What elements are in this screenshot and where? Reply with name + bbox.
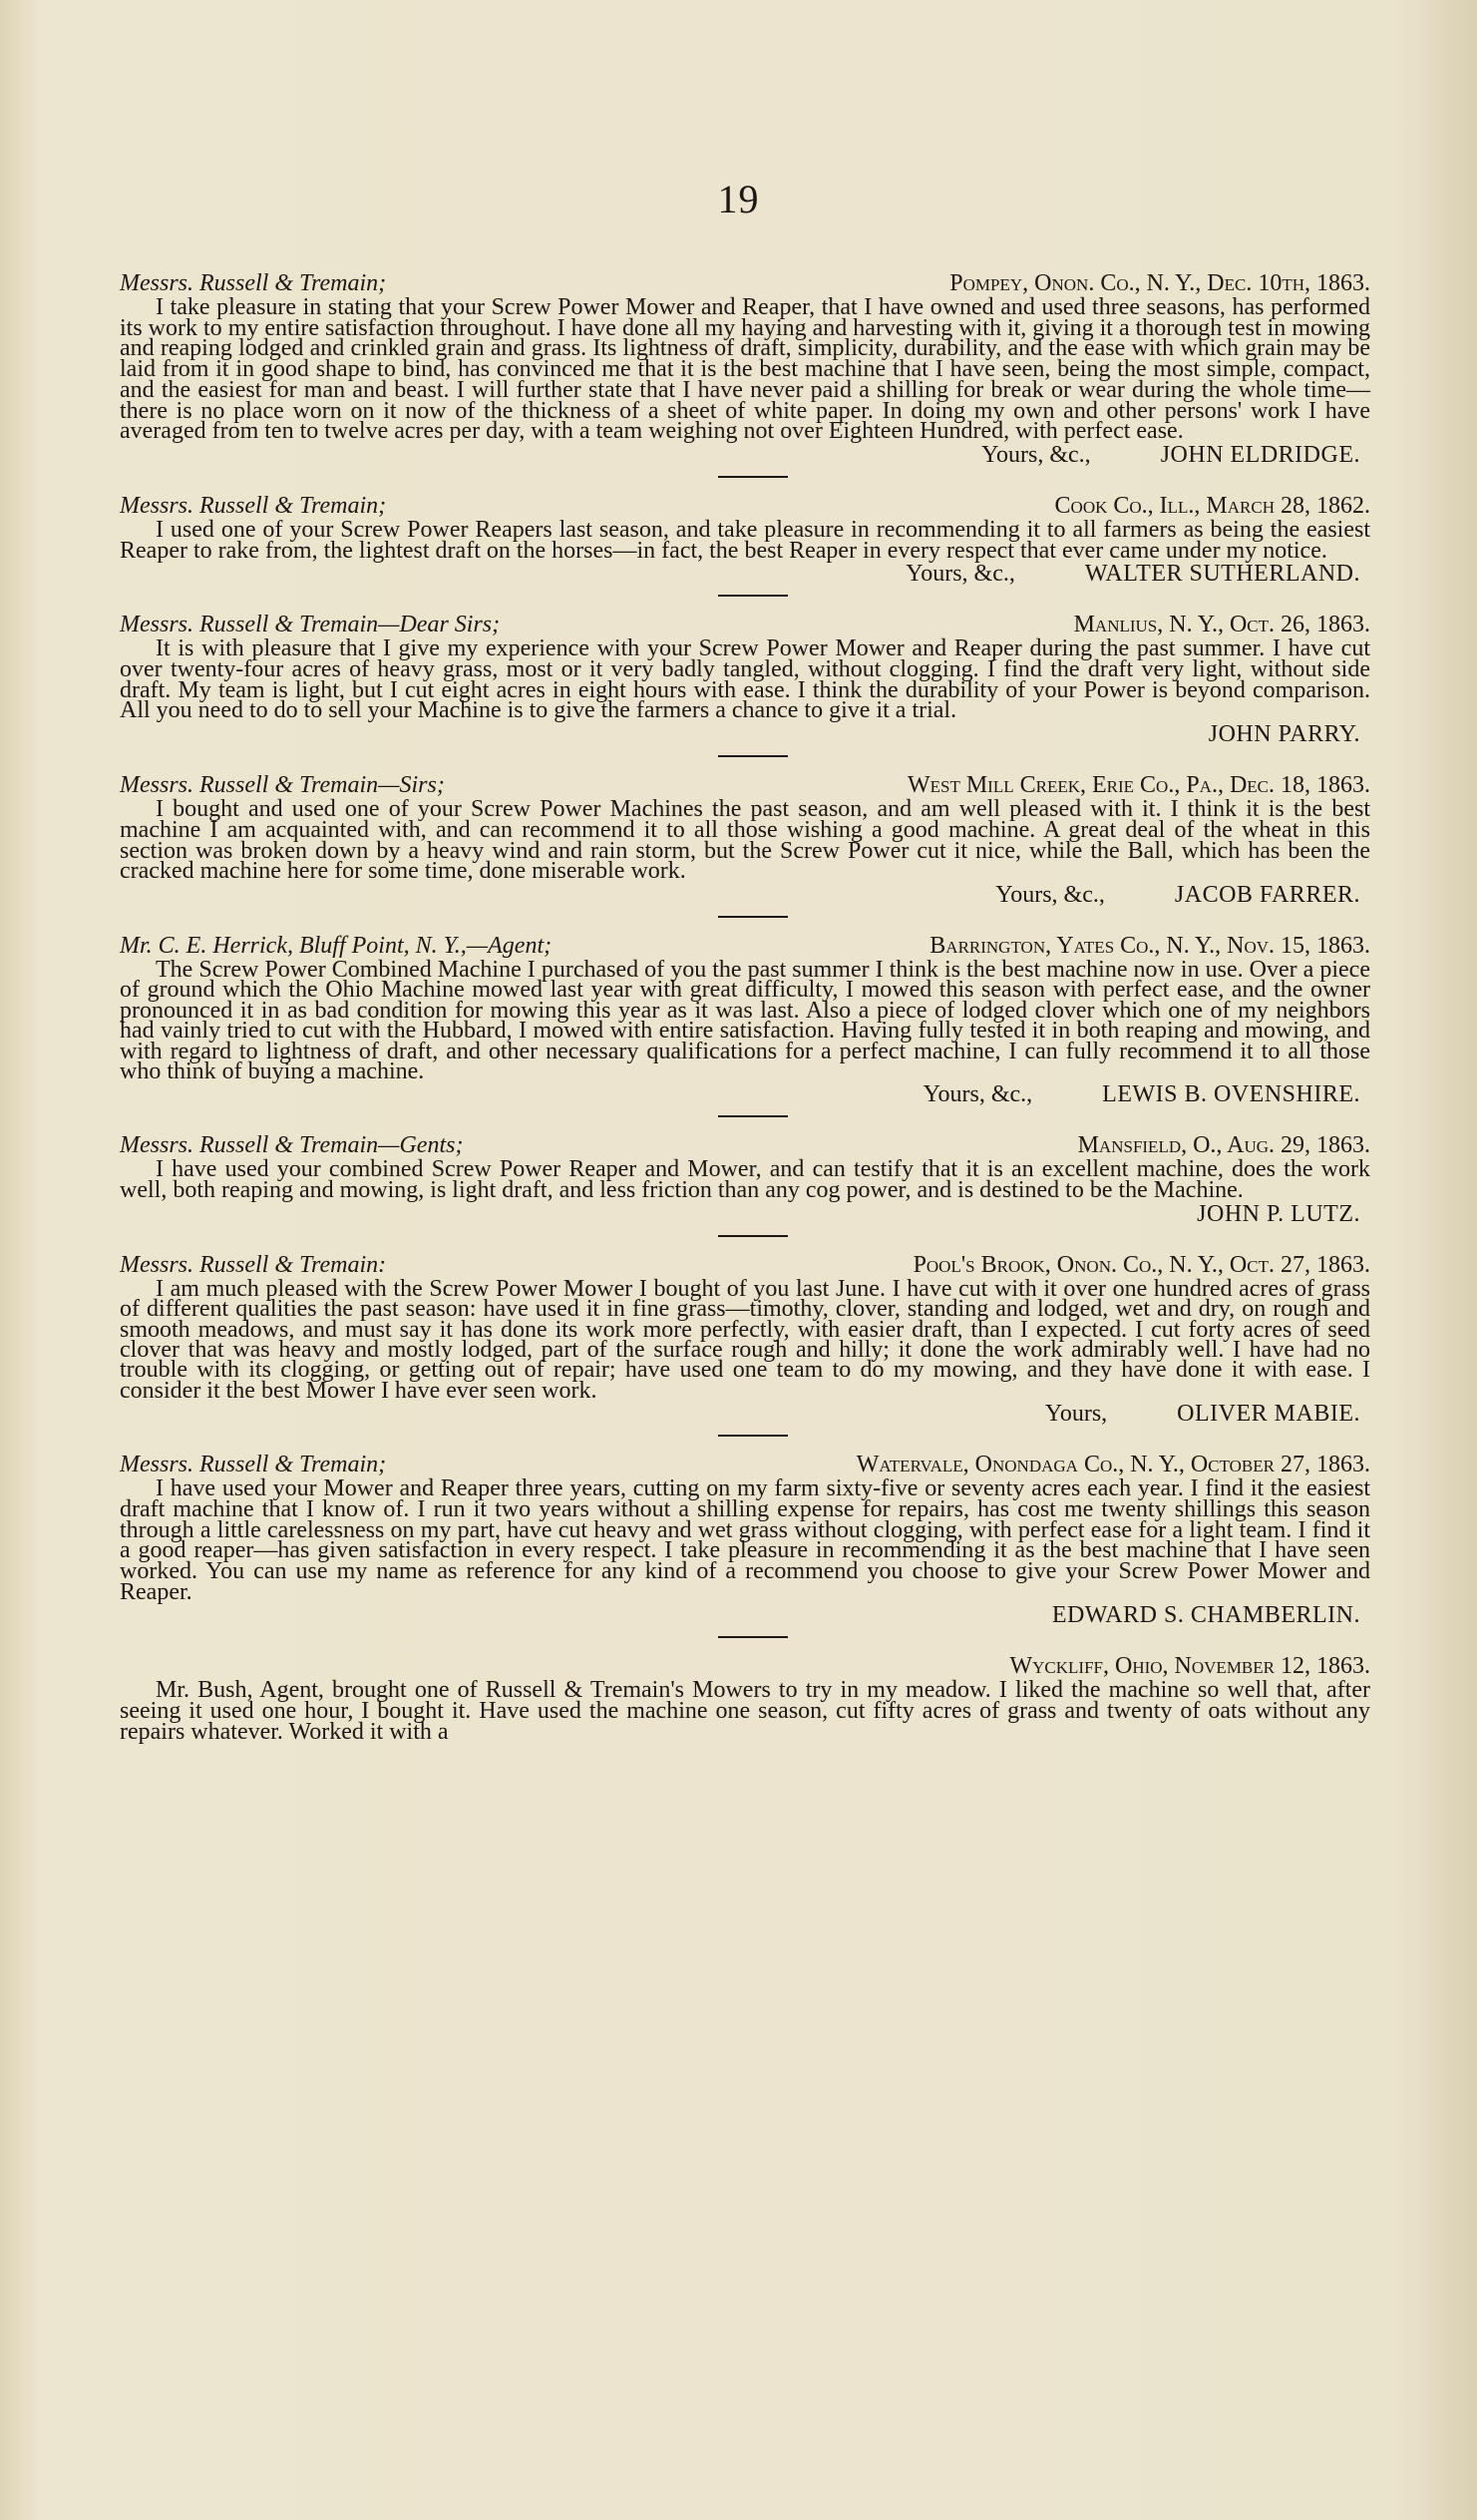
letter-text: Mr. Bush, Agent, brought one of Russell & Tremain's Mowers to try in my meadow. I liked the machine so well that, after seeing it used one hour, I bought it. Have used the machine one season, cut fifty acres of grass and twenty of oats without any repairs whatever. Worked it with a (120, 1677, 1370, 1745)
divider (718, 1235, 788, 1237)
salutation: Messrs. Russell & Tremain; (120, 492, 387, 519)
letter-chamberlin (120, 1451, 1370, 1628)
letter-parry (120, 611, 1370, 747)
closing: Yours, &c., (923, 1081, 1033, 1108)
divider (718, 1435, 788, 1437)
letter-lutz (120, 1131, 1370, 1226)
signer: OLIVER MABIE. (1177, 1401, 1360, 1428)
letter-text: I am much pleased with the Screw Power Mower I bought of you last June. I have cut with it over one hundred acres of grass of different qualities the past season: have used it in fine grass—timothy, clover, standing and lodged, wet and dry, on rough and smooth meadows, and must say it has done its work more perfectly, with easier draft, than I expected. I cut forty acres of seed clover that was heavy and mostly lodged, part of the surface rough and hilly; it done the work admirably well. I have had no trouble with its clogging, or getting out of repair; have used one team to do my mowing, and they have done it with ease. I consider it the best Mower I have ever seen work. (120, 1275, 1370, 1404)
letter-text: I bought and used one of your Screw Power Machines the past season, and am well pleased with it. I think it is the best machine I am acquainted with, and can recommend it to all those wishing a good machine. A great deal of the wheat in this section was broken down by a heavy wind and rain storm, but the Screw Power cut it nice, while the Ball, which has been the cracked machine here for some time, done miserable work. (120, 796, 1370, 885)
closing: Yours, &c., (906, 561, 1015, 588)
closing: Yours, (1044, 1401, 1108, 1428)
dateline: Watervale, Onondaga Co., N. Y., October 27, 1863. (856, 1452, 1370, 1478)
signer: EDWARD S. CHAMBERLIN. (1051, 1602, 1360, 1629)
salutation: Messrs. Russell & Tremain; (120, 1452, 387, 1478)
letter-ovenshire (120, 932, 1370, 1107)
signature-line (120, 882, 1370, 908)
divider (718, 755, 788, 757)
closing: Yours, &c., (995, 881, 1105, 908)
dateline: Manlius, N. Y., Oct. 26, 1863. (1073, 612, 1370, 638)
salutation: Messrs. Russell & Tremain—Dear Sirs; (120, 612, 501, 638)
signer: JOHN ELDRIDGE. (1160, 441, 1360, 468)
signer: LEWIS B. OVENSHIRE. (1102, 1081, 1360, 1108)
letter-text: I have used your Mower and Reaper three years, cutting on my farm sixty-five or seventy acres each year. I find it the easiest draft machine that I know of. I run it two years without a shilling expense for repairs, has cost me twenty shillings this season through a little carelessness on my part, have cut heavy and wet grass without clogging, with perfect ease for a light team. I find it a good reaper—has given satisfaction in every respect. I take pleasure in recommending it as the best machine that I have seen worked. You can use my name as reference for any kind of a recommend you choose to give your Screw Power Mower and Reaper. (120, 1475, 1370, 1605)
salutation: Mr. C. E. Herrick, Bluff Point, N. Y.,—Agent; (120, 932, 553, 959)
dateline: Barrington, Yates Co., N. Y., Nov. 15, 1863. (929, 932, 1370, 959)
letter-text: It is with pleasure that I give my experience with your Screw Power Mower and Reaper during the past summer. I have cut over twenty-four acres of heavy grass, most or it very badly tangled, without clogging. I find the draft very light, without side draft. My team is light, but I cut eight acres in eight hours with ease. I think the durability of your Power is beyond comparison. All you need to do to sell your Machine is to give the farmers a chance to give it a trial. (120, 635, 1370, 724)
signature-line (120, 1602, 1370, 1628)
letter-farrer (120, 771, 1370, 908)
letter-text: I used one of your Screw Power Reapers last season, and take pleasure in recommending it to all farmers as being the easiest Reaper to rake from, the lightest draft on the horses—in fact, the best Reaper in every respect that ever came under my notice. (120, 516, 1370, 564)
salutation: Messrs. Russell & Tremain: (120, 1251, 387, 1278)
divider (718, 1115, 788, 1117)
signature-line (120, 442, 1370, 468)
letter-header (120, 269, 1370, 297)
letter-text: The Screw Power Combined Machine I purchased of you the past summer I think is the best machine now in use. Over a piece of ground which the Ohio Machine mowed last year with great difficulty, I mowed this season with perfect ease, and the owner pronounced it in as bad condition for mowing this year as it was last. Also a piece of lodged clover which one of my neighbors had vainly tried to cut with the Hubbard, I mowed with entire satisfaction. Having fully tested it in both reaping and mowing, and with regard to lightness of draft, and other necessary qualifications for a perfect machine, I can fully recommend it to all those who think of buying a machine. (120, 956, 1370, 1084)
dateline: West Mill Creek, Erie Co., Pa., Dec. 18, 1863. (907, 772, 1370, 799)
letter-header (120, 932, 1370, 960)
dateline: Pool's Brook, Onon. Co., N. Y., Oct. 27, 1863. (913, 1251, 1370, 1278)
letters-column (120, 269, 1370, 1743)
closing: Yours, &c., (981, 441, 1091, 468)
signature-line (120, 1201, 1370, 1227)
signature-line (120, 721, 1370, 747)
divider (718, 595, 788, 597)
letter-header (120, 771, 1370, 799)
signer: JOHN P. LUTZ. (1197, 1200, 1360, 1227)
letter-wyckliff (120, 1652, 1370, 1745)
signer: JACOB FARRER. (1174, 881, 1360, 908)
divider (718, 476, 788, 478)
dateline: Pompey, Onon. Co., N. Y., Dec. 10th, 1863. (949, 270, 1370, 296)
divider (718, 1636, 788, 1638)
page-number: 19 (717, 177, 760, 221)
letter-header (120, 611, 1370, 638)
letter-sutherland (120, 492, 1370, 587)
letter-header (120, 1131, 1370, 1159)
salutation: Messrs. Russell & Tremain; (120, 270, 387, 296)
letter-header (120, 492, 1370, 520)
signer: JOHN PARRY. (1208, 721, 1360, 748)
signature-line (120, 1401, 1370, 1427)
signer: WALTER SUTHERLAND. (1084, 561, 1360, 588)
signature-line (120, 561, 1370, 587)
letter-eldridge (120, 269, 1370, 468)
letter-text: I take pleasure in stating that your Screw Power Mower and Reaper, that I have owned and used three seasons, has performed its work to my entire satisfaction throughout. I have done all my haying and harvesting with it, giving it a thorough test in mowing and reaping lodged and crinkled grain and grass. Its lightness of draft, simplicity, durability, and the ease with which grain may be laid from it in good shape to bind, has convinced me that it is the best machine that I have seen, being the most simple, compact, and the easiest for man and beast. I will further state that I have never paid a shilling for break or wear during the whole time—there is no place worn on it now of the thickness of a sheet of white paper. In doing my own and other persons' work I have averaged from ten to twelve acres per day, with a team weighing not over Eighteen Hundred, with perfect ease. (120, 294, 1370, 445)
dateline: Wyckliff, Ohio, November 12, 1863. (1009, 1653, 1370, 1680)
signature-line (120, 1081, 1370, 1107)
salutation: Messrs. Russell & Tremain—Sirs; (120, 772, 445, 799)
salutation: Messrs. Russell & Tremain—Gents; (120, 1132, 464, 1159)
divider (718, 916, 788, 918)
letter-mabie (120, 1251, 1370, 1427)
letter-header (120, 1251, 1370, 1279)
dateline: Mansfield, O., Aug. 29, 1863. (1077, 1132, 1370, 1159)
letter-header (120, 1652, 1370, 1680)
letter-text: I have used your combined Screw Power Reaper and Mower, and can testify that it is an excellent machine, does the work well, both reaping and mowing, is light draft, and less friction than any cog power, and is destined to be the Machine. (120, 1156, 1370, 1204)
letter-header (120, 1451, 1370, 1478)
dateline: Cook Co., Ill., March 28, 1862. (1054, 492, 1370, 519)
